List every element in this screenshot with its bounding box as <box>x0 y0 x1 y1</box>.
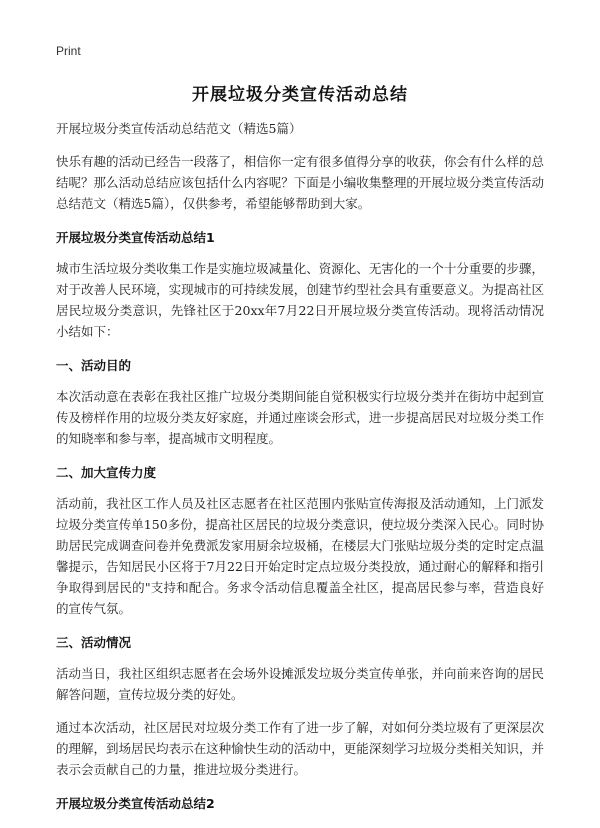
section-purpose-heading: 一、活动目的 <box>56 358 132 373</box>
section-activity-heading: 三、活动情况 <box>56 635 132 650</box>
section-purpose-paragraph: 本次活动意在表彰在我社区推广垃圾分类期间能自觉积极实行垃圾分类并在街坊中起到宣传及榜样作用的垃圾分类友好家庭，并通过座谈会形式，进一步提高居民对垃圾分类工作的知晓率和参与率，提高城市文明程度。 <box>56 389 544 446</box>
section-publicity-paragraph: 活动前，我社区工作人员及社区志愿者在社区范围内张贴宣传海报及活动通知，上门派发垃圾分类宣传单150多份，提高社区居民的垃圾分类意识，使垃圾分类深入民心。同时协助居民完成调查问卷并免费派发家用厨余垃圾桶，在楼层大门张贴垃圾分类的定时定点温馨提示，告知居民小区将于7月22日开始定时定点垃圾分类投放，通过耐心的解释和指引争取得到居民的"支持和配合。务求令活动信息覆盖全社区，提高居民参与率，营造良好的宣传气氛。 <box>56 496 544 616</box>
section-activity-paragraph-2: 通过本次活动，社区居民对垃圾分类工作有了进一步了解，对如何分类垃圾有了更深层次的理解，到场居民均表示在这种愉快生动的活动中，更能深刻学习垃圾分类相关知识，并表示会贡献自己的力量，推进垃圾分类进行。 <box>56 720 544 777</box>
section-publicity-heading: 二、加大宣传力度 <box>56 465 157 480</box>
page-title: 开展垃圾分类宣传活动总结 <box>192 85 408 105</box>
article-2-heading: 开展垃圾分类宣传活动总结2 <box>56 796 215 811</box>
intro-paragraph: 快乐有趣的活动已经告一段落了，相信你一定有很多值得分享的收获，你会有什么样的总结呢？那么活动总结应该包括什么内容呢？下面是小编收集整理的开展垃圾分类宣传活动总结范文（精选5篇），仅供参考，希望能够帮助到大家。 <box>56 154 544 211</box>
article-1-heading: 开展垃圾分类宣传活动总结1 <box>56 230 215 245</box>
print-label[interactable]: Print <box>56 44 81 58</box>
article-1-intro-paragraph: 城市生活垃圾分类收集工作是实施垃圾减量化、资源化、无害化的一个十分重要的步骤，对于改善人民环境，实现城市的可持续发展，创建节约型社会具有重要意义。为提高社区居民垃圾分类意识，先锋社区于20xx年7月22日开展垃圾分类宣传活动。现将活动情况小结如下： <box>56 261 544 339</box>
document-subtitle: 开展垃圾分类宣传活动总结范文（精选5篇） <box>56 121 302 136</box>
section-activity-paragraph-1: 活动当日，我社区组织志愿者在会场外设摊派发垃圾分类宣传单张，并向前来咨询的居民解答问题，宣传垃圾分类的好处。 <box>56 666 544 702</box>
